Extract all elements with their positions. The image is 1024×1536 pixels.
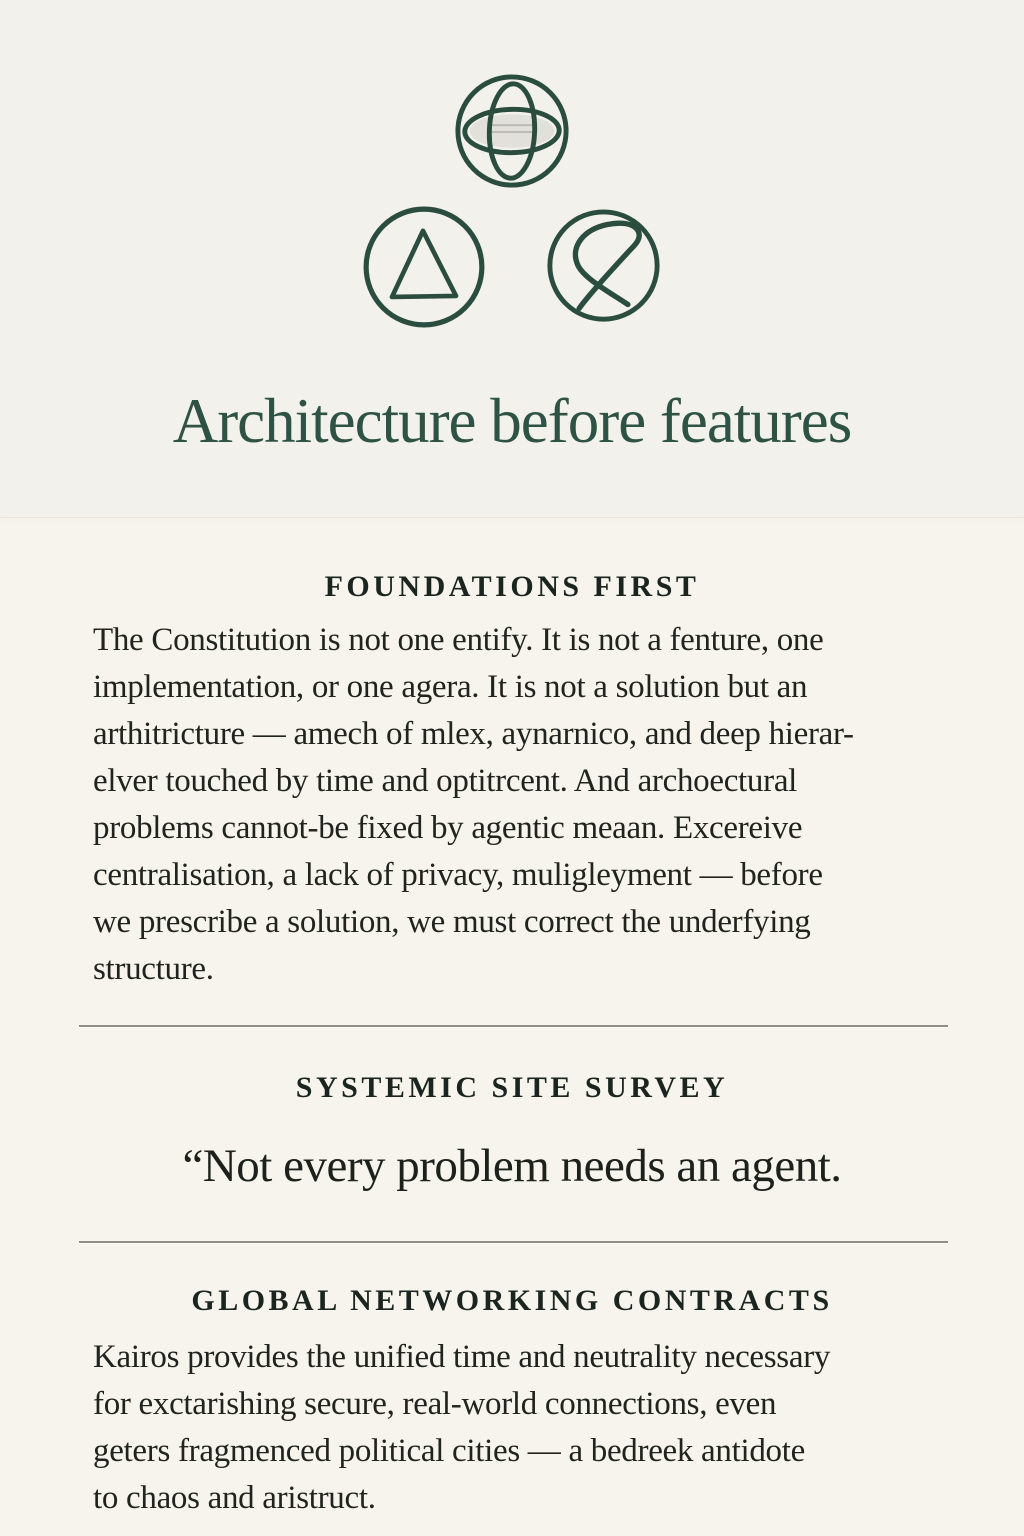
paragraph-line: The Constitution is not one entify. It is not a fenture, one <box>93 622 824 658</box>
paragraph-line: structure. <box>93 951 214 987</box>
hero-band <box>0 0 1024 517</box>
paragraph-line: arthitricture — amech of mlex, aynarnico, and deep hierar- <box>93 716 854 752</box>
paragraph-line: for exctarishing secure, real-world connections, even <box>93 1386 777 1422</box>
paragraph-line: implementation, or one agera. It is not a solution but an <box>93 669 808 705</box>
paragraph-line: geters fragmenced political cities — a bedreek antidote <box>93 1433 805 1469</box>
foundations-paragraph <box>93 617 854 993</box>
ribbon-icon <box>545 207 662 324</box>
section-divider <box>79 1241 948 1243</box>
section-heading-survey: SYSTEMIC SITE SURVEY <box>295 1071 729 1104</box>
orbit-icon <box>453 72 571 190</box>
paragraph-line: Kairos provides the unified time and neutrality necessary <box>93 1339 831 1375</box>
section-divider <box>79 1025 948 1027</box>
paragraph-line: problems cannot-be fixed by agentic meaan. Excereive <box>93 810 803 846</box>
paragraph-line: to chaos and aristruct. <box>93 1480 376 1516</box>
page-title: Architecture before features <box>172 386 852 456</box>
contracts-paragraph <box>93 1334 830 1522</box>
triangle-icon <box>362 205 486 329</box>
paragraph-line: we prescribe a solution, we must correct the underfying <box>93 904 811 940</box>
paragraph-line: elver touched by time and optitrcent. And archoectural <box>93 763 798 799</box>
section-heading-contracts: GLOBAL NETWORKING CONTRACTS <box>191 1284 833 1317</box>
section-heading-foundations: FOUNDATIONS FIRST <box>324 570 700 603</box>
paragraph-line: centralisation, a lack of privacy, muligleyment — before <box>93 857 823 893</box>
pull-quote: “Not every problem needs an agent. <box>182 1140 842 1192</box>
